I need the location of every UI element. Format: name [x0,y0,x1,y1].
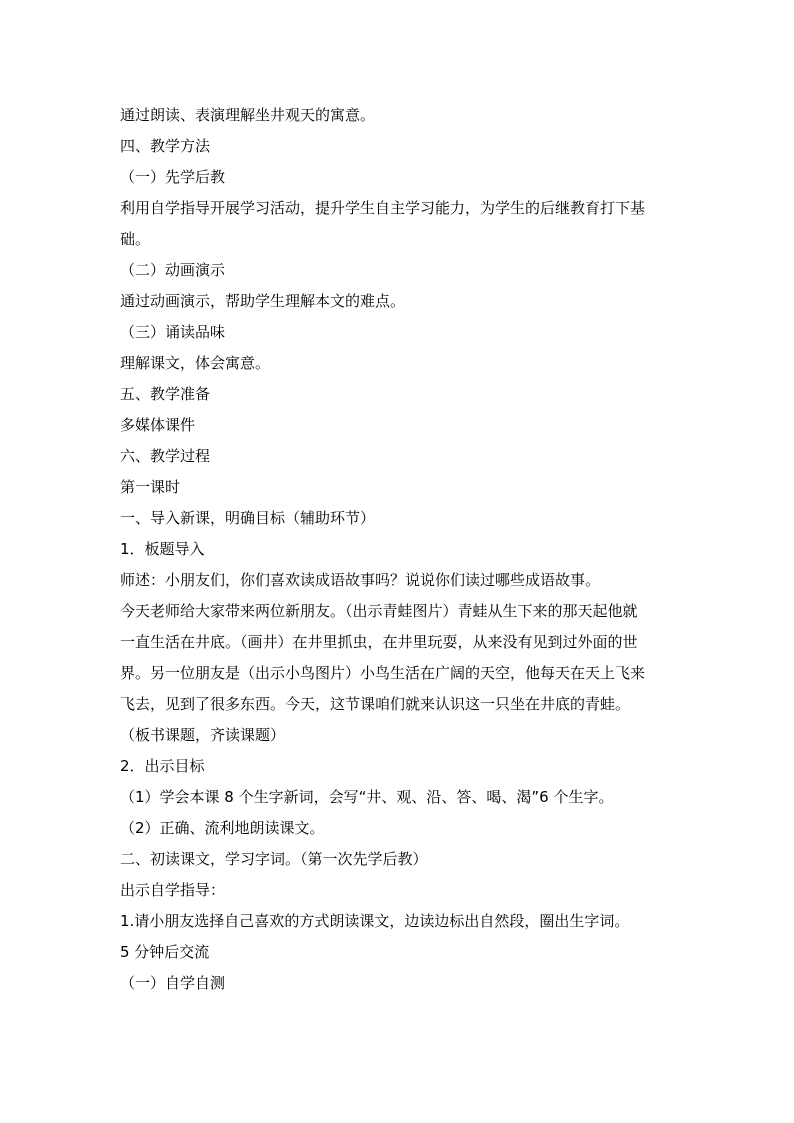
text-line: 通过动画演示，帮助学生理解本文的难点。 [120,292,406,310]
text-line: 师述：小朋友们，你们喜欢读成语故事吗？说说你们读过哪些成语故事。 [120,571,601,589]
text-line: （板书课题，齐读课题） [120,726,286,744]
section-heading: 六、教学过程 [120,447,211,465]
text-line: 今天老师给大家带来两位新朋友。（出示青蛙图片）青蛙从生下来的那天起他就 [120,602,638,620]
subsection-heading: （三）诵读品味 [120,323,226,341]
step-subheading: 1．板题导入 [120,540,205,558]
section-heading: 四、教学方法 [120,137,211,155]
text-line: 础。 [120,230,151,248]
document-body [120,100,680,999]
text-line: 1.请小朋友选择自己喜欢的方式朗读课文，边读边标出自然段，圈出生字词。 [120,912,630,930]
step-heading: 一、导入新课，明确目标（辅助环节） [120,509,376,527]
text-line: 出示自学指导： [120,881,226,899]
section-heading: 五、教学准备 [120,385,211,403]
goal-item: （1）学会本课 8 个生字新词，会写“井、观、沿、答、喝、渴”6 个生字。 [120,788,614,806]
goal-item: （2）正确、流利地朗读课文。 [120,819,325,837]
step-subheading: 2．出示目标 [120,757,205,775]
text-line: 利用自学指导开展学习活动，提升学生自主学习能力，为学生的后继教育打下基 [120,199,646,217]
text-line: 界。另一位朋友是（出示小鸟图片）小鸟生活在广阔的天空，他每天在天上飞来 [120,664,646,682]
text-line: 通过朗读、表演理解坐井观天的寓意。 [120,106,376,124]
subsection-heading: （一）先学后教 [120,168,226,186]
text-line: 5 分钟后交流 [120,943,210,961]
text-line: 理解课文，体会寓意。 [120,354,271,372]
text-line: 一直生活在井底。（画井）在井里抓虫，在井里玩耍，从来没有见到过外面的世 [120,633,638,651]
subsection-heading: （一）自学自测 [120,974,226,992]
text-line: 飞去，见到了很多东西。今天，这节课咱们就来认识这一只坐在井底的青蛙。 [120,695,631,713]
lesson-heading: 第一课时 [120,478,181,496]
subsection-heading: （二）动画演示 [120,261,226,279]
step-heading: 二、初读课文，学习字词。（第一次先学后教） [120,850,428,868]
text-line: 多媒体课件 [120,416,196,434]
